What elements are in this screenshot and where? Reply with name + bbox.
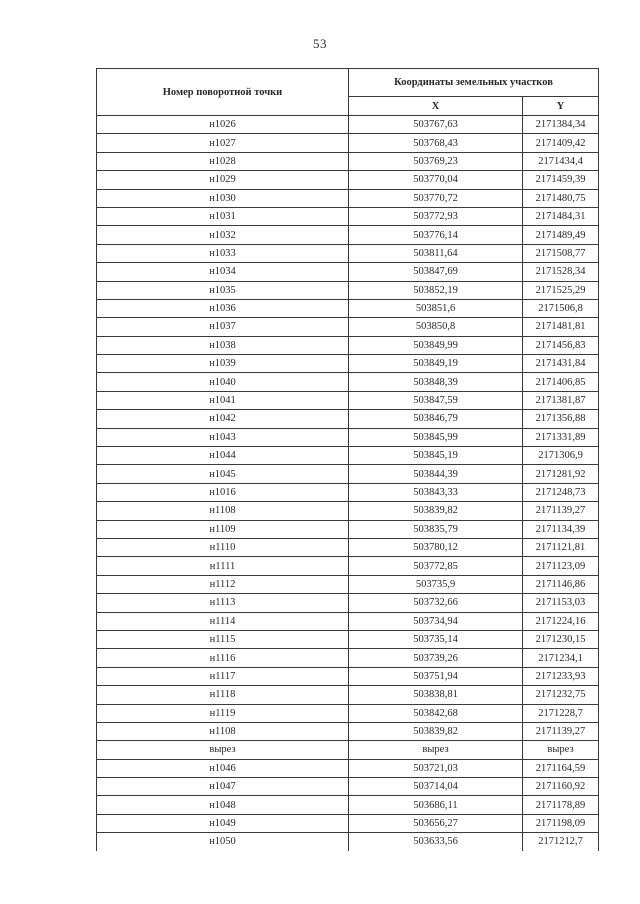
point-number-cell: н1034: [97, 263, 349, 281]
point-number-cell: н1032: [97, 226, 349, 244]
point-number-cell: н1114: [97, 612, 349, 630]
table-row: [97, 796, 599, 814]
y-coordinate-cell: 2171146,86: [523, 575, 599, 593]
x-coordinate-cell: 503772,93: [349, 207, 523, 225]
y-coordinate-cell: 2171356,88: [523, 410, 599, 428]
point-number-cell: н1047: [97, 778, 349, 796]
point-number-cell: н1040: [97, 373, 349, 391]
y-coordinate-cell: 2171489,49: [523, 226, 599, 244]
table-body: [97, 116, 599, 851]
table-row: [97, 483, 599, 501]
table-row: [97, 741, 599, 759]
table-row: [97, 502, 599, 520]
point-number-cell: н1044: [97, 447, 349, 465]
table-row: [97, 704, 599, 722]
table-row: [97, 778, 599, 796]
x-coordinate-cell: 503776,14: [349, 226, 523, 244]
x-coordinate-cell: 503714,04: [349, 778, 523, 796]
y-coordinate-cell: 2171234,1: [523, 649, 599, 667]
table-header: [97, 69, 599, 116]
x-coordinate-cell: 503839,82: [349, 502, 523, 520]
y-coordinate-cell: 2171459,39: [523, 171, 599, 189]
point-number-cell: н1035: [97, 281, 349, 299]
point-number-cell: н1116: [97, 649, 349, 667]
x-coordinate-cell: 503767,63: [349, 116, 523, 134]
x-coordinate-cell: 503734,94: [349, 612, 523, 630]
x-coordinate-cell: 503751,94: [349, 667, 523, 685]
x-coordinate-cell: 503845,99: [349, 428, 523, 446]
point-number-cell: н1027: [97, 134, 349, 152]
y-coordinate-cell: 2171153,03: [523, 594, 599, 612]
table-row: [97, 686, 599, 704]
point-number-cell: н1026: [97, 116, 349, 134]
point-number-cell: н1113: [97, 594, 349, 612]
point-number-cell: н1049: [97, 814, 349, 832]
point-number-cell: н1016: [97, 483, 349, 501]
y-coordinate-cell: 2171481,81: [523, 318, 599, 336]
point-number-cell: н1046: [97, 759, 349, 777]
x-coordinate-cell: 503847,59: [349, 391, 523, 409]
point-number-cell: н1119: [97, 704, 349, 722]
x-coordinate-cell: 503768,43: [349, 134, 523, 152]
table-row: [97, 134, 599, 152]
point-number-cell: н1041: [97, 391, 349, 409]
table-row: [97, 630, 599, 648]
y-coordinate-cell: 2171456,83: [523, 336, 599, 354]
table-row: [97, 355, 599, 373]
table-row: [97, 171, 599, 189]
x-coordinate-cell: 503851,6: [349, 299, 523, 317]
x-coordinate-cell: 503843,33: [349, 483, 523, 501]
table-row: [97, 207, 599, 225]
y-coordinate-cell: 2171528,34: [523, 263, 599, 281]
y-coordinate-cell: 2171331,89: [523, 428, 599, 446]
table-row: [97, 299, 599, 317]
y-coordinate-cell: 2171224,16: [523, 612, 599, 630]
y-coordinate-cell: 2171139,27: [523, 502, 599, 520]
table-row: [97, 428, 599, 446]
point-number-cell: н1110: [97, 538, 349, 556]
y-coordinate-cell: 2171480,75: [523, 189, 599, 207]
table-row: [97, 520, 599, 538]
y-coordinate-cell: 2171228,7: [523, 704, 599, 722]
point-number-cell: н1031: [97, 207, 349, 225]
x-coordinate-cell: 503850,8: [349, 318, 523, 336]
y-coordinate-cell: 2171164,59: [523, 759, 599, 777]
y-coordinate-cell: 2171381,87: [523, 391, 599, 409]
point-number-cell: вырез: [97, 741, 349, 759]
x-coordinate-cell: вырез: [349, 741, 523, 759]
point-number-cell: н1111: [97, 557, 349, 575]
table-row: [97, 538, 599, 556]
point-number-cell: н1043: [97, 428, 349, 446]
table-row: [97, 594, 599, 612]
x-coordinate-cell: 503847,69: [349, 263, 523, 281]
point-number-cell: н1028: [97, 152, 349, 170]
y-coordinate-cell: 2171431,84: [523, 355, 599, 373]
point-number-cell: н1050: [97, 833, 349, 851]
y-coordinate-cell: 2171406,85: [523, 373, 599, 391]
y-coordinate-cell: 2171232,75: [523, 686, 599, 704]
coordinates-header: Координаты земельных участков: [349, 69, 599, 97]
point-number-cell: н1038: [97, 336, 349, 354]
x-coordinate-cell: 503845,19: [349, 447, 523, 465]
y-coordinate-cell: 2171281,92: [523, 465, 599, 483]
y-coordinate-cell: 2171409,42: [523, 134, 599, 152]
x-coordinate-cell: 503721,03: [349, 759, 523, 777]
y-coordinate-cell: 2171212,7: [523, 833, 599, 851]
table-row: [97, 759, 599, 777]
x-coordinate-cell: 503656,27: [349, 814, 523, 832]
table-row: [97, 116, 599, 134]
x-coordinate-cell: 503839,82: [349, 722, 523, 740]
x-coordinate-cell: 503769,23: [349, 152, 523, 170]
table-row: [97, 281, 599, 299]
x-coordinate-cell: 503842,68: [349, 704, 523, 722]
x-coordinate-cell: 503838,81: [349, 686, 523, 704]
x-coordinate-cell: 503844,39: [349, 465, 523, 483]
point-number-cell: н1037: [97, 318, 349, 336]
x-column-header: X: [349, 97, 523, 116]
x-coordinate-cell: 503849,99: [349, 336, 523, 354]
table-row: [97, 557, 599, 575]
y-coordinate-cell: 2171525,29: [523, 281, 599, 299]
table-row: [97, 575, 599, 593]
y-coordinate-cell: 2171484,31: [523, 207, 599, 225]
y-coordinate-cell: 2171306,9: [523, 447, 599, 465]
x-coordinate-cell: 503739,26: [349, 649, 523, 667]
point-number-cell: н1042: [97, 410, 349, 428]
table-row: [97, 833, 599, 851]
point-number-cell: н1048: [97, 796, 349, 814]
point-number-cell: н1045: [97, 465, 349, 483]
x-coordinate-cell: 503852,19: [349, 281, 523, 299]
point-number-cell: н1036: [97, 299, 349, 317]
point-number-cell: н1108: [97, 722, 349, 740]
table-row: [97, 814, 599, 832]
x-coordinate-cell: 503735,14: [349, 630, 523, 648]
table-row: [97, 649, 599, 667]
table-row: [97, 373, 599, 391]
y-coordinate-cell: 2171230,15: [523, 630, 599, 648]
page-number: 53: [313, 36, 327, 51]
y-coordinate-cell: 2171508,77: [523, 244, 599, 262]
y-coordinate-cell: 2171121,81: [523, 538, 599, 556]
table-row: [97, 722, 599, 740]
point-number-header: Номер поворотной точки: [97, 69, 349, 116]
table-row: [97, 318, 599, 336]
x-coordinate-cell: 503835,79: [349, 520, 523, 538]
point-number-cell: н1112: [97, 575, 349, 593]
y-coordinate-cell: 2171198,09: [523, 814, 599, 832]
table-row: [97, 465, 599, 483]
table-row: [97, 391, 599, 409]
y-coordinate-cell: 2171506,8: [523, 299, 599, 317]
point-number-cell: н1030: [97, 189, 349, 207]
x-coordinate-cell: 503846,79: [349, 410, 523, 428]
point-number-cell: н1108: [97, 502, 349, 520]
y-coordinate-cell: 2171384,34: [523, 116, 599, 134]
point-number-cell: н1033: [97, 244, 349, 262]
table-row: [97, 263, 599, 281]
point-number-cell: н1117: [97, 667, 349, 685]
y-coordinate-cell: 2171139,27: [523, 722, 599, 740]
y-coordinate-cell: 2171134,39: [523, 520, 599, 538]
point-number-cell: н1029: [97, 171, 349, 189]
point-number-cell: н1039: [97, 355, 349, 373]
table-row: [97, 447, 599, 465]
point-number-cell: н1109: [97, 520, 349, 538]
x-coordinate-cell: 503772,85: [349, 557, 523, 575]
x-coordinate-cell: 503780,12: [349, 538, 523, 556]
x-coordinate-cell: 503686,11: [349, 796, 523, 814]
x-coordinate-cell: 503770,72: [349, 189, 523, 207]
x-coordinate-cell: 503849,19: [349, 355, 523, 373]
x-coordinate-cell: 503811,64: [349, 244, 523, 262]
y-coordinate-cell: вырез: [523, 741, 599, 759]
y-coordinate-cell: 2171248,73: [523, 483, 599, 501]
y-coordinate-cell: 2171123,09: [523, 557, 599, 575]
table-row: [97, 226, 599, 244]
y-coordinate-cell: 2171178,89: [523, 796, 599, 814]
table-row: [97, 410, 599, 428]
coordinates-table: [96, 68, 599, 851]
table-row: [97, 336, 599, 354]
point-number-cell: н1115: [97, 630, 349, 648]
x-coordinate-cell: 503770,04: [349, 171, 523, 189]
x-coordinate-cell: 503735,9: [349, 575, 523, 593]
table-row: [97, 244, 599, 262]
x-coordinate-cell: 503848,39: [349, 373, 523, 391]
y-coordinate-cell: 2171233,93: [523, 667, 599, 685]
point-number-cell: н1118: [97, 686, 349, 704]
y-column-header: Y: [523, 97, 599, 116]
table-row: [97, 189, 599, 207]
x-coordinate-cell: 503732,66: [349, 594, 523, 612]
table-row: [97, 612, 599, 630]
y-coordinate-cell: 2171434,4: [523, 152, 599, 170]
y-coordinate-cell: 2171160,92: [523, 778, 599, 796]
table-row: [97, 667, 599, 685]
x-coordinate-cell: 503633,56: [349, 833, 523, 851]
table-row: [97, 152, 599, 170]
